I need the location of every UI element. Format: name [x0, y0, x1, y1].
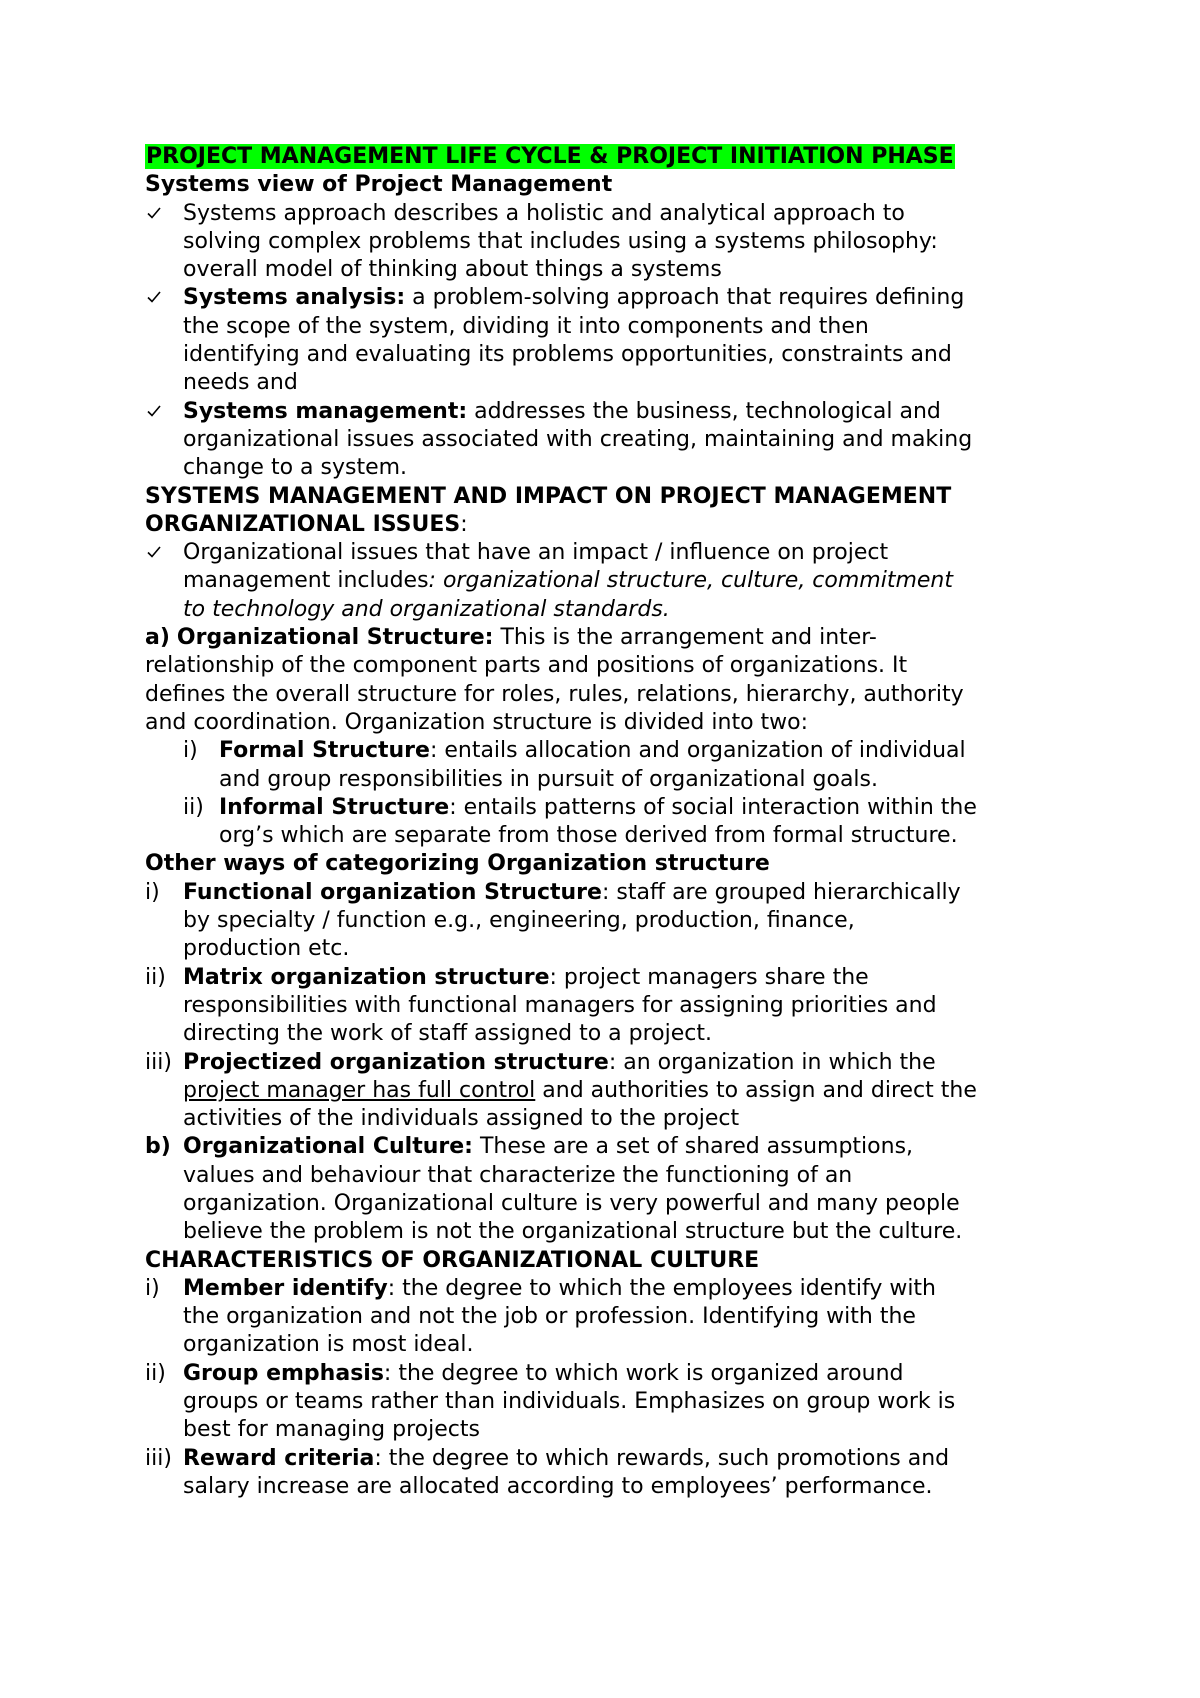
list-marker: i): [145, 879, 160, 905]
list-marker: ii): [145, 1360, 166, 1386]
systems-management-item: Systems management: addresses the business, technological and organizational issues associated with creating, maintaining and making change to a system.: [145, 398, 1120, 483]
reward-criteria-item: iii) Reward criteria: the degree to which rewards, such promotions and salary increase are allocated according to employees’ performance.: [145, 1445, 950, 1499]
systems-view-heading: Systems view of Project Management: [145, 172, 613, 198]
list-marker: i): [145, 1275, 160, 1301]
term: Functional organization Structure: [183, 879, 602, 905]
term: Projectized organization structure: [183, 1049, 609, 1075]
term: Informal Structure: [219, 794, 450, 820]
list-marker: iii): [145, 1445, 172, 1471]
systems-analysis-item: Systems analysis: a problem-solving approach that requires defining the scope of the system, dividing it into components and then identifying and evaluating its problems opportunities, constraints and needs and: [145, 284, 1120, 397]
term: Organizational Culture:: [183, 1134, 473, 1160]
list-marker: i): [183, 738, 198, 764]
projectized-structure-item: iii) Projectized organization structure: an organization in which the project manager has full control and authorities to assign and direct the activities of the individuals assigned to the project: [145, 1049, 977, 1132]
matrix-structure-item: ii) Matrix organization structure: project managers share the responsibilities with functional managers for assigning priorities and directing the work of staff assigned to a project.: [145, 964, 937, 1047]
checkmark-icon: [147, 405, 161, 417]
term: Group emphasis: [183, 1360, 384, 1386]
list-marker: iii): [145, 1049, 172, 1075]
organizational-issues-heading: ORGANIZATIONAL ISSUES:: [145, 511, 468, 537]
group-emphasis-item: ii) Group emphasis: the degree to which work is organized around groups or teams rather than individuals. Emphasizes on group work is best for managing projects: [145, 1360, 956, 1443]
other-ways-heading: Other ways of categorizing Organization structure: [145, 851, 770, 877]
checkmark-icon: [147, 546, 161, 558]
systems-approach-item: Systems approach describes a holistic and analytical approach to solving complex problems that includes using a systems philosophy: overall model of thinking about things a systems: [145, 200, 1120, 285]
section-marker: a): [145, 625, 170, 651]
functional-structure-item: i) Functional organization Structure: staff are grouped hierarchically by specialty / function e.g., engineering, production, finance, production etc.: [145, 879, 961, 962]
organizational-structure-section: a) Organizational Structure: This is the arrangement and inter- relationship of the component parts and positions of organizations. It defines the overall structure for roles, rules, relations, hierarchy, authority and coordination. Organization structure is divided into two: i) Formal Structure: entails allocation and organization of individual and group responsibilities in pursuit of organizational goals. ii) Informal Structure: entails patterns of social interaction within the org’s which are separate from those derived from formal structure.: [145, 624, 1120, 850]
term: Systems analysis:: [183, 285, 406, 311]
term: Organizational Structure:: [176, 625, 494, 651]
term: Formal Structure: [219, 738, 430, 764]
term: Systems management:: [183, 398, 468, 424]
term: Reward criteria: [183, 1445, 375, 1471]
informal-structure-item: ii) Informal Structure: entails patterns of social interaction within the org’s which are separate from those derived from formal structure.: [183, 794, 977, 849]
checkmark-icon: [147, 207, 161, 219]
document-title: [145, 143, 1120, 171]
underlined-phrase: project manager has full control: [183, 1077, 536, 1103]
section-marker: b): [145, 1134, 171, 1160]
organizational-issues-item: Organizational issues that have an impact / influence on project management includes: organizational structure, culture, commitment to technology and organizational standards.: [145, 539, 1120, 624]
member-identify-item: i) Member identify: the degree to which the employees identify with the organization and not the job or profession. Identifying with the organization is most ideal.: [145, 1275, 937, 1358]
impact-heading: SYSTEMS MANAGEMENT AND IMPACT ON PROJECT MANAGEMENT: [145, 483, 952, 509]
list-marker: ii): [183, 794, 204, 820]
term: Member identify: [183, 1275, 388, 1301]
title-highlight: PROJECT MANAGEMENT LIFE CYCLE & PROJECT INITIATION PHASE: [146, 144, 954, 169]
checkmark-icon: [147, 291, 161, 303]
formal-structure-item: i) Formal Structure: entails allocation and organization of individual and group responsibilities in pursuit of organizational goals.: [183, 738, 966, 792]
list-marker: ii): [145, 964, 166, 990]
organizational-culture-section: b) Organizational Culture: These are a set of shared assumptions, values and behaviour that characterize the functioning of an organization. Organizational culture is very powerful and many people believe the problem is not the organizational structure but the culture.: [145, 1134, 963, 1245]
term: Matrix organization structure: [183, 964, 550, 990]
characteristics-heading: CHARACTERISTICS OF ORGANIZATIONAL CULTURE: [145, 1247, 760, 1273]
